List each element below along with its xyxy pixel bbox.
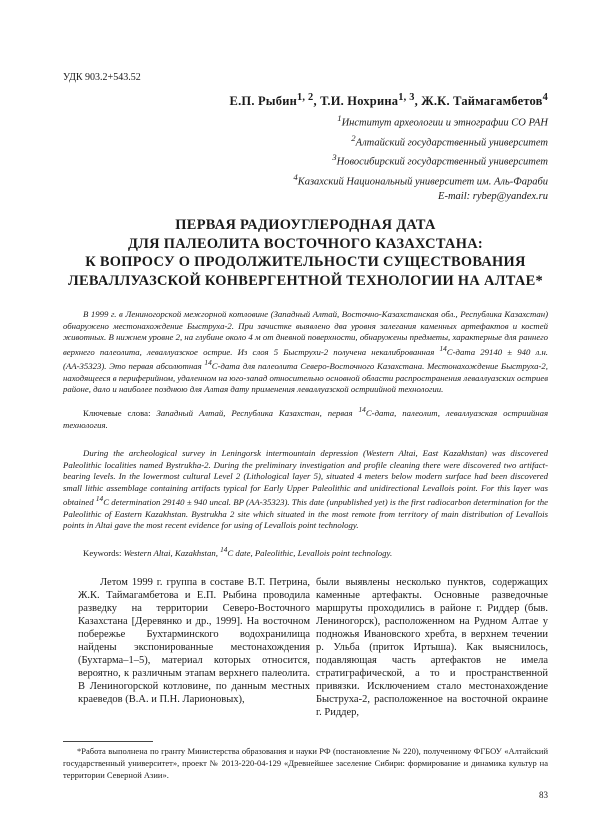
author-affiliation-index: 1, 3 [398,92,415,103]
body-paragraph: Летом 1999 г. группа в составе В.Т. Петрина, Ж.К. Таймагамбетова и Е.П. Рыбина проводила разведку на территории Северо-Восточного Казахстана [Деревянко и др., 1999]. На восточном побережье Бухтарминского водохранилища найдены экспонированные местонахождения (Бухтарма–1–5), материал которых относится, вероятно, к различным этапам верхнего палеолита. В Лениногорской котловине, по данным местных краеведов (В.А. и П.Н. Ларионовых), [78,577,310,705]
keywords-english: Keywords: Western Altai, Kazakhstan, $^{14}$C date, Paleolithic, Levallois point technology. [83,546,393,558]
footnote-divider [63,741,153,742]
author-list: Е.П. Рыбин$^{1, 2}$, Т.И. Нохрина$^{1, 3}$, Ж.К. Таймагамбетов$^4$ [229,92,548,109]
abstract-russian: В 1999 г. в Лениногорской межгорной котловине (Западный Алтай, Восточно-Казахстанская обл., Республика Казахстан) обнаружено местонахождение Быструха-2. При зачистке выявлено два уровня залегания каменных артефактов и костей животных. В нижнем уровне 2, на глубине около 4 м от дневной поверхности, обнаружены предметы, характерные для раннего верхнего палеолита, леваллуазское острие. Из слоя 5 Быструхи-2 получена некалиброванная $^{14}$С-дата 29140 ± 940 л.н. (АА-35323). Это первая абсолютная $^{14}$С-дата для палеолита Северо-Восточного Казахстана. Местонахождение Быструха-2, находящееся в периферийном, удаленном на юго-запад относительно основной области распространения леваллуазских остриев районе, дало и наиболее позднюю для Алтая дату применения леваллуазской остриийной технологии. [63,309,548,395]
author-name: Е.П. Рыбин [229,94,298,109]
affiliation-line: $^2$Алтайский государственный университет [351,132,548,148]
abstract-english: During the archeological survey in Leningorsk intermountain depression (Western Altai, East Kazakhstan) was discovered Paleolithic localities named Bystrukha-2. During the preliminary investigation and profile cleaning there were discovered two artifact-bearing levels. In the lowermost cultural Level 2 (Lithological layer 5), situated 4 meters below modern surface had been discovered small lithic assemblage containing artifacts typical for Early Upper Paleolithic and unidirectional Levallois point. For this layer was obtained $^{14}$C determination 29140 ± 940 uncal. BP (AA-35323). This date (unpublished yet) is the first radiocarbon determination for the Paleolithic of Eastern Kazakhstan. Bystrukha 2 site which situated in the most remote from territory of main distribution of Levallois points in Altai gave the most recent evidence for using of Levallois point technology. [63,448,548,531]
title-line: ДЛЯ ПАЛЕОЛИТА ВОСТОЧНОГО КАЗАХСТАНА: [127,235,484,252]
author-affiliation-index: 4 [542,92,548,103]
author-name: Ж.К. Таймагамбетов [421,94,543,109]
keywords-label: Ключевые слова: [83,407,151,418]
body-paragraph: были выявлены несколько пунктов, содержащих каменные артефакты. Основные разведочные маршруты проходились в районе г. Риддер (быв. Лениногорск), расположенном на Рудном Алтае у подножья Ивановского хребта, в верхнем течении р. Ульба (приток Иртыша). Как выяснилось, подавляющая часть артефактов не имела стратиграфической, а то и пространственной привязки. Исключением стало местонахождение Быструха-2, расположенное на восточной окраине г. Риддер, [316,577,548,718]
affiliation-line: $^3$Новосибирский государственный университет [332,152,548,168]
title-line: ПЕРВАЯ РАДИОУГЛЕРОДНАЯ ДАТА [175,217,436,233]
title-footnote-marker: * [535,272,543,289]
author-email[interactable]: E-mail: rybep@yandex.ru [438,191,548,202]
article-title [63,216,548,290]
keywords-russian: Ключевые слова: Западный Алтай, Республика Казахстан, первая $^{14}$С-дата, палеолит, леваллуазская остриийная технология. [63,406,549,430]
body-column-left [78,577,310,707]
keywords-label: Keywords: [83,547,122,558]
title-line: К ВОПРОСУ О ПРОДОЛЖИТЕЛЬНОСТИ СУЩЕСТВОВАНИЯ [85,254,526,270]
affiliation-list [128,111,548,204]
author-name: Т.И. Нохрина [320,94,399,109]
title-line: ЛЕВАЛЛУАЗСКОЙ КОНВЕРГЕНТНОЙ ТЕХНОЛОГИИ НА АЛТАЕ* [67,272,543,289]
body-column-right [316,577,548,719]
footnote: *Работа выполнена по гранту Министерства образования и науки РФ (постановление № 220), полученному ФГБОУ «Алтайский государственный университет», проект № 2013-220-04-129 «Древнейшее заселение Сибири: формирование и динамика культур на территории Северной Азии». [63,746,548,780]
affiliation-line: $^1$Институт археологии и этнографии СО РАН [337,113,548,129]
page-number: 83 [539,790,548,800]
author-affiliation-index: 1, 2 [297,92,314,103]
udk-code: УДК 903.2+543.52 [63,72,141,83]
affiliation-line: $^4$Казахский Национальный университет им. Аль-Фараби [293,171,548,187]
